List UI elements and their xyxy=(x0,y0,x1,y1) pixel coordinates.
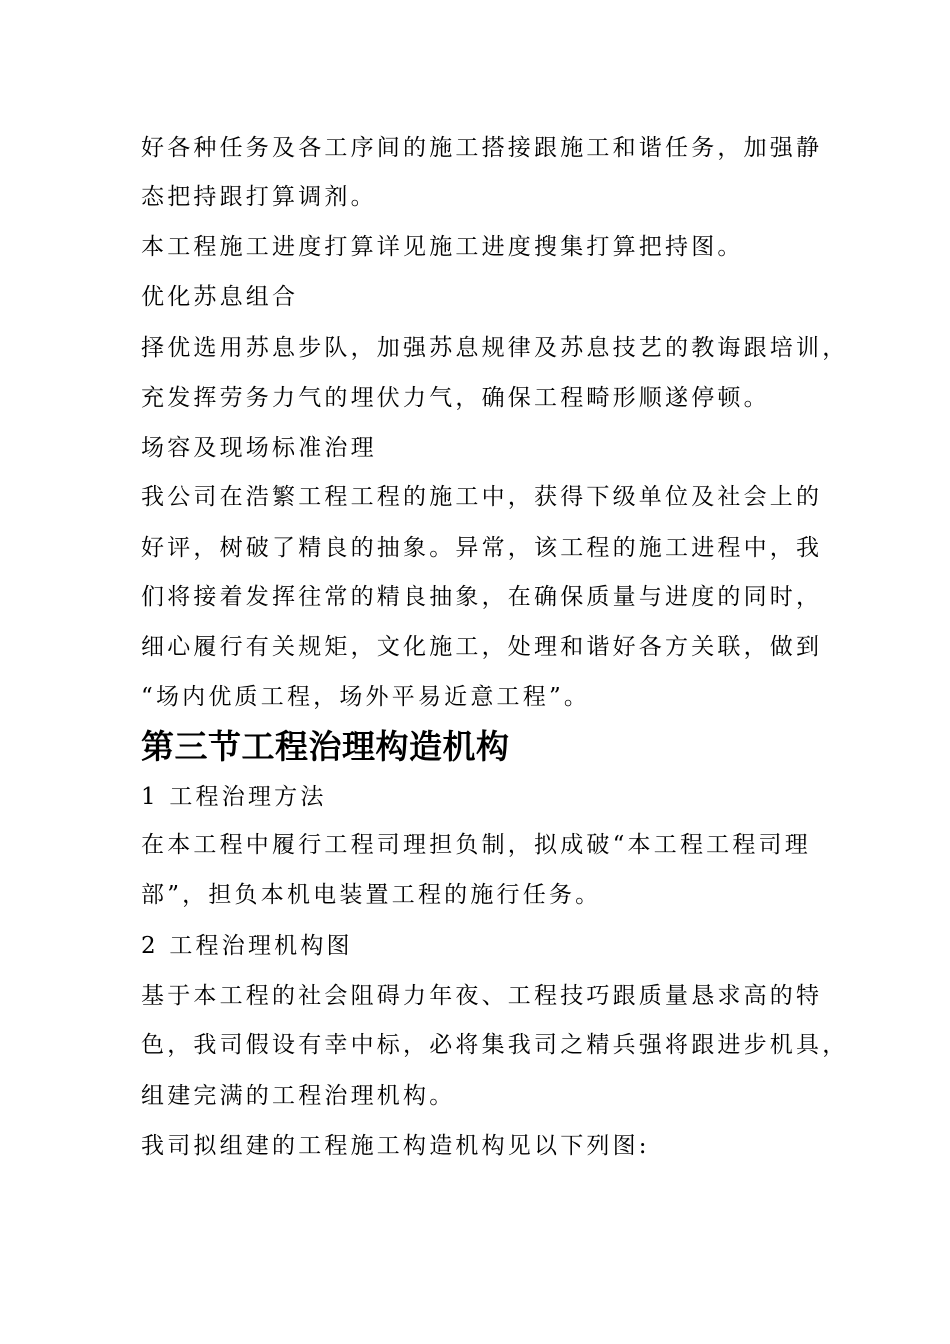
paragraph-line: 择优选用苏息步队，加强苏息规律及苏息技艺的教诲跟培训， xyxy=(141,335,849,361)
paragraph-line: 充发挥劳务力气的埋伏力气，确保工程畸形顺遂停顿。 xyxy=(141,385,770,411)
paragraph-line: 部”，担负本机电装置工程的施行任务。 xyxy=(141,882,602,908)
paragraph-line: 好评，树破了精良的抽象。异常，该工程的施工进程中，我 xyxy=(141,535,823,561)
subheading-line: 场容及现场标准治理 xyxy=(141,435,377,461)
paragraph-line: 们将接着发挥往常的精良抽象，在确保质量与进度的同时， xyxy=(141,584,823,610)
paragraph-line: 细心履行有关规矩，文化施工，处理和谐好各方关联，做到 xyxy=(141,634,823,660)
subheading-line: 2 工程治理机构图 xyxy=(141,933,353,959)
subheading-line: 1 工程治理方法 xyxy=(141,784,327,810)
paragraph-line: 态把持跟打算调剂。 xyxy=(141,184,377,210)
paragraph-line: 本工程施工进度打算详见施工进度搜集打算把持图。 xyxy=(141,234,744,260)
paragraph-line: 色，我司假设有幸中标，必将集我司之精兵强将跟进步机具， xyxy=(141,1032,849,1058)
paragraph-line: 好各种任务及各工序间的施工搭接跟施工和谐任务，加强静 xyxy=(141,135,823,161)
paragraph-line: 在本工程中履行工程司理担负制，拟成破“本工程工程司理 xyxy=(141,832,811,858)
section-heading: 第三节工程治理构造机构 xyxy=(141,727,510,766)
paragraph-line: 我公司在浩繁工程工程的施工中，获得下级单位及社会上的 xyxy=(141,484,823,510)
paragraph-line: 组建完满的工程治理机构。 xyxy=(141,1083,456,1109)
paragraph-line: 我司拟组建的工程施工构造机构见以下列图: xyxy=(141,1133,650,1159)
paragraph-line: “场内优质工程，场外平易近意工程”。 xyxy=(141,684,591,710)
paragraph-line: 基于本工程的社会阻碍力年夜、工程技巧跟质量恳求高的特 xyxy=(141,983,823,1009)
subheading-line: 优化苏息组合 xyxy=(141,284,299,310)
